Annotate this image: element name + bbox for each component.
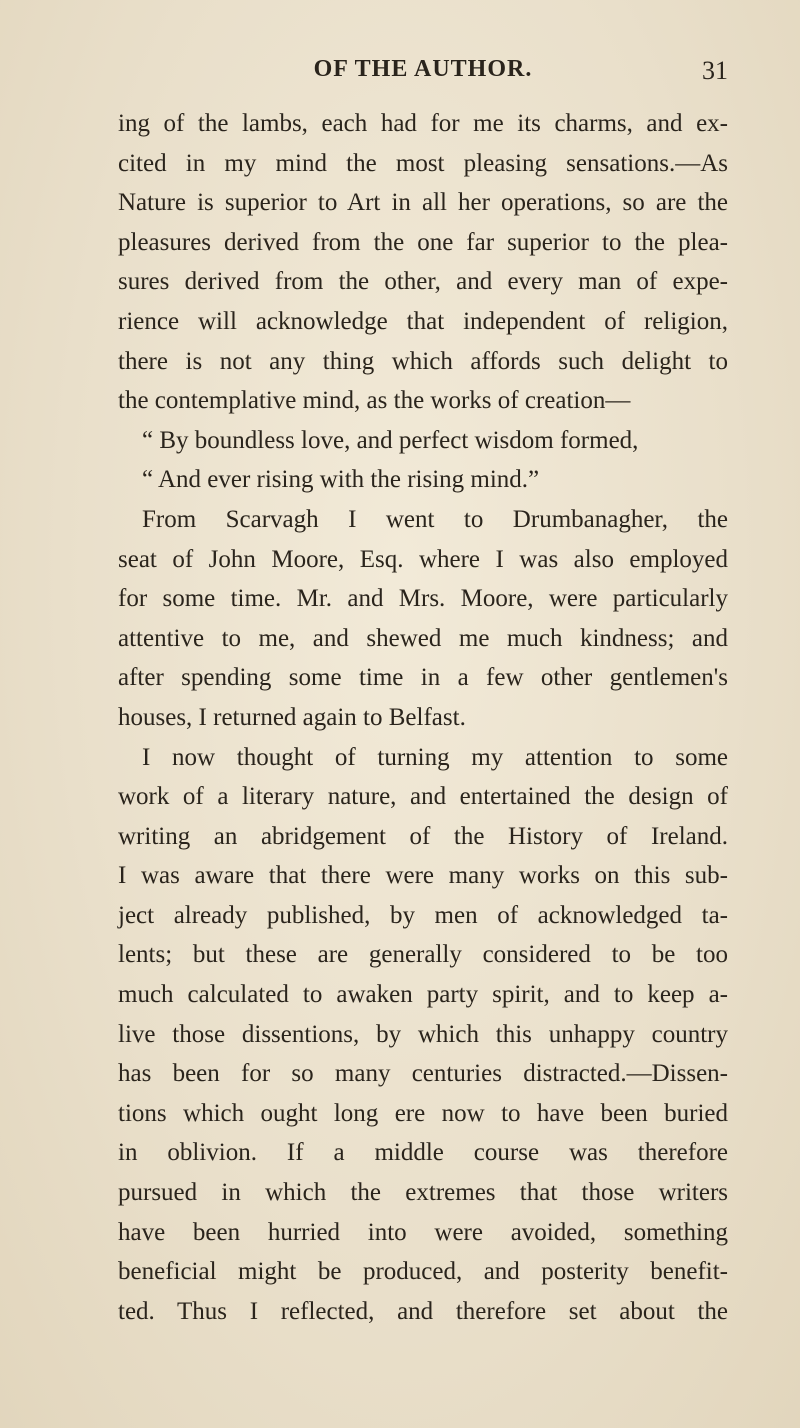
text-line: seat of John Moore, Esq. where I was also employed	[118, 545, 728, 573]
text-line: have been hurried into were avoided, something	[118, 1218, 728, 1246]
text-line: pleasures derived from the one far superior to the plea-	[118, 228, 728, 256]
text-line: rience will acknowledge that independent of religion,	[118, 307, 728, 335]
text-line: for some time. Mr. and Mrs. Moore, were particularly	[118, 585, 728, 613]
text-line: I now thought of turning my attention to some	[142, 743, 728, 771]
text-line: in oblivion. If a middle course was therefore	[118, 1139, 728, 1167]
text-line: beneficial might be produced, and posterity benefit-	[118, 1258, 728, 1286]
running-title: OF THE AUTHOR.	[313, 56, 533, 82]
body-text	[118, 104, 728, 1331]
text-line: I was aware that there were many works on this sub-	[118, 862, 728, 890]
text-line: attentive to me, and shewed me much kindness; and	[118, 624, 728, 652]
page-number: 31	[702, 56, 728, 85]
text-line: pursued in which the extremes that those writers	[118, 1179, 728, 1207]
text-line: has been for so many centuries distracted.—Dissen-	[118, 1060, 728, 1088]
text-line: the contemplative mind, as the works of creation—	[118, 387, 631, 415]
text-line: sures derived from the other, and every man of expe-	[118, 268, 728, 296]
running-head	[118, 56, 728, 92]
text-line: Nature is superior to Art in all her operations, so are the	[118, 189, 728, 217]
text-line: ted. Thus I reflected, and therefore set about the	[118, 1297, 728, 1325]
text-line: cited in my mind the most pleasing sensations.—As	[118, 149, 728, 177]
text-line: tions which ought long ere now to have been buried	[118, 1099, 728, 1127]
text-line: live those dissentions, by which this unhappy country	[118, 1020, 728, 1048]
text-line: ject already published, by men of acknowledged ta-	[118, 901, 728, 929]
text-line: writing an abridgement of the History of Ireland.	[118, 822, 728, 850]
text-line: lents; but these are generally considered to be too	[118, 941, 728, 969]
text-line: ing of the lambs, each had for me its charms, and ex-	[118, 110, 728, 137]
text-line: much calculated to awaken party spirit, and to keep a-	[118, 981, 728, 1009]
text-line: “ And ever rising with the rising mind.”	[142, 466, 540, 494]
text-line: there is not any thing which affords such delight to	[118, 347, 728, 375]
text-line: “ By boundless love, and perfect wisdom formed,	[142, 426, 639, 454]
text-line: work of a literary nature, and entertained the design of	[118, 783, 728, 811]
text-line: From Scarvagh I went to Drumbanagher, the	[142, 505, 728, 533]
text-line: after spending some time in a few other gentlemen's	[118, 664, 728, 692]
text-line: houses, I returned again to Belfast.	[118, 703, 466, 731]
